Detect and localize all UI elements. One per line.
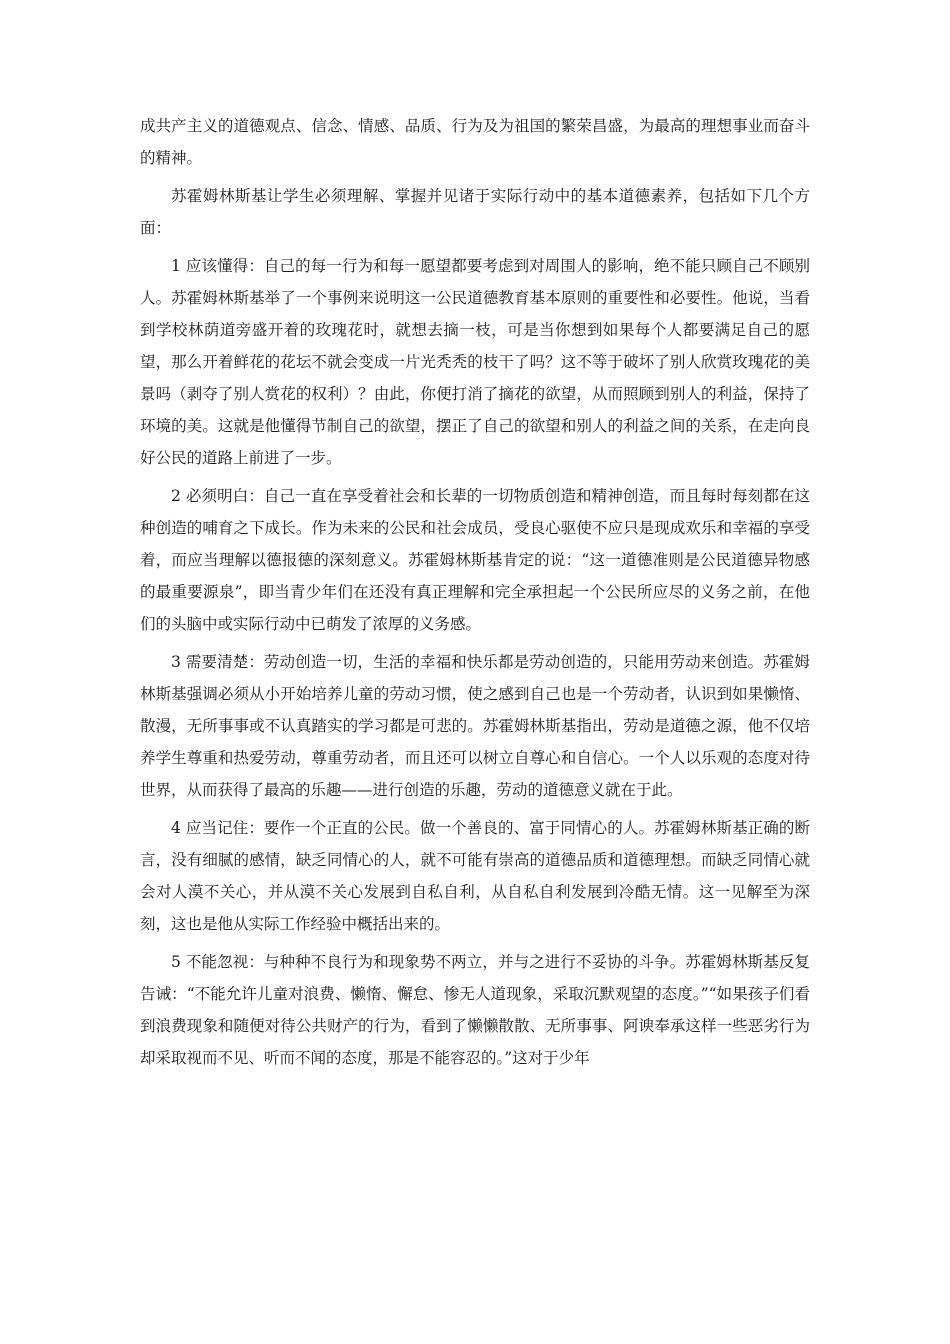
paragraph-continuation: 成共产主义的道德观点、信念、情感、品质、行为及为祖国的繁荣昌盛，为最高的理想事业而奋斗的精神。: [140, 117, 810, 167]
paragraph-point-4: 4 应当记住：要作一个正直的公民。做一个善良的、富于同情心的人。苏霍姆林斯基正确的断言，没有细腻的感情，缺乏同情心的人，就不可能有崇高的道德品质和道德理想。而缺乏同情心就会对人漠不关心，并从漠不关心发展到自私自利，从自私自利发展到冷酷无情。这一见解至为深刻，这也是他从实际工作经验中概括出来的。: [140, 819, 810, 933]
paragraph-point-2: 2 必须明白：自己一直在享受着社会和长辈的一切物质创造和精神创造，而且每时每刻都在这种创造的哺育之下成长。作为未来的公民和社会成员，受良心驱使不应只是现成欢乐和幸福的享受着，而应当理解以德报德的深刻意义。苏霍姆林斯基肯定的说：“这一道德准则是公民道德异物感的最重要源泉”，即当青少年们在还没有真正理解和完全承担起一个公民所应尽的义务之前，在他们的头脑中或实际行动中已萌发了浓厚的义务感。: [140, 487, 810, 633]
paragraph-intro: 苏霍姆林斯基让学生必须理解、掌握并见诸于实际行动中的基本道德素养，包括如下几个方面：: [140, 187, 810, 237]
paragraph-point-3: 3 需要清楚：劳动创造一切，生活的幸福和快乐都是劳动创造的，只能用劳动来创造。苏霍姆林斯基强调必须从小开始培养儿童的劳动习惯，使之感到自己也是一个劳动者，认识到如果懒惰、散漫，无所事事或不认真踏实的学习都是可悲的。苏霍姆林斯基指出，劳动是道德之源，他不仅培养学生尊重和热爱劳动，尊重劳动者，而且还可以树立自尊心和自信心。一个人以乐观的态度对待世界，从而获得了最高的乐趣——进行创造的乐趣，劳动的道德意义就在于此。: [140, 653, 810, 799]
document-body: [140, 110, 810, 1080]
paragraph-point-1: 1 应该懂得：自己的每一行为和每一愿望都要考虑到对周围人的影响，绝不能只顾自己不顾别人。苏霍姆林斯基举了一个事例来说明这一公民道德教育基本原则的重要性和必要性。他说，当看到学校林荫道旁盛开着的玫瑰花时，就想去摘一枝，可是当你想到如果每个人都要满足自己的愿望，那么开着鲜花的花坛不就会变成一片光秃秃的枝干了吗？这不等于破坏了别人欣赏玫瑰花的美景吗（剥夺了别人赏花的权利）？由此，你便打消了摘花的欲望，从而照顾到别人的利益，保持了环境的美。这就是他懂得节制自己的欲望，摆正了自己的欲望和别人的利益之间的关系，在走向良好公民的道路上前进了一步。: [140, 257, 810, 467]
paragraph-point-5: 5 不能忽视：与种种不良行为和现象势不两立，并与之进行不妥协的斗争。苏霍姆林斯基反复告诫：“不能允许儿童对浪费、懒惰、懈怠、惨无人道现象，采取沉默观望的态度。”“如果孩子们看到浪费现象和随便对待公共财产的行为，看到了懒懒散散、无所事事、阿谀奉承这样一些恶劣行为却采取视而不见、听而不闻的态度，那是不能容忍的。”这对于少年: [140, 953, 810, 1067]
